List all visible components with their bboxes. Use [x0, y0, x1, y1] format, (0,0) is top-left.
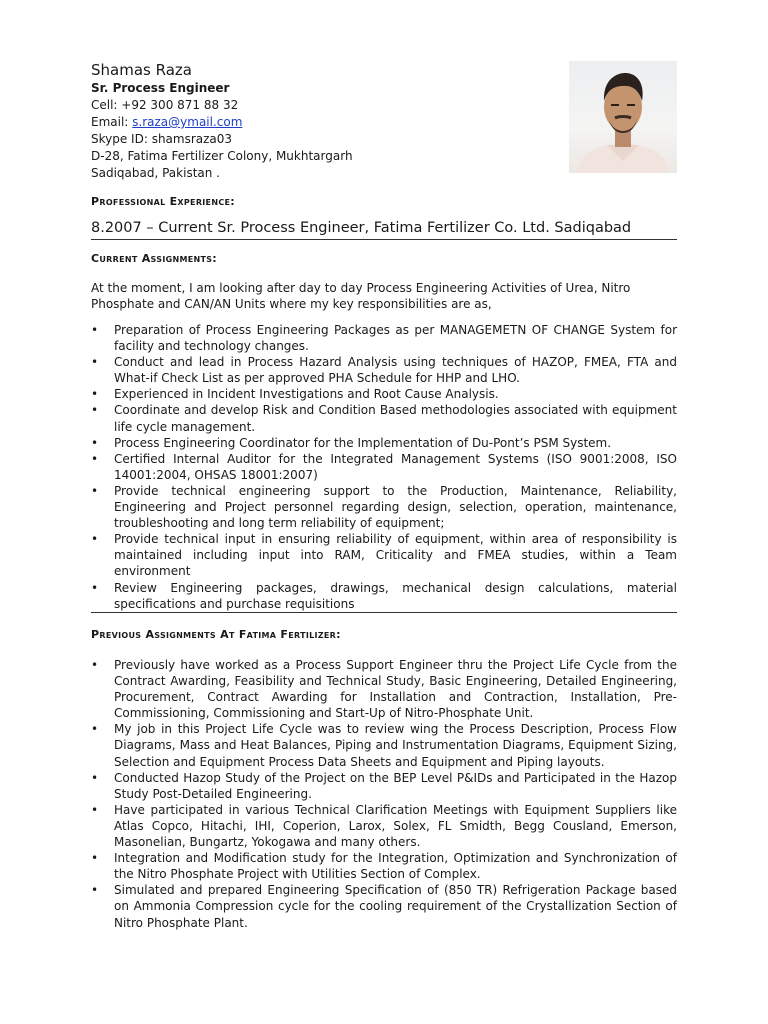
list-item: • Have participated in various Technical Clarification Meetings with Equipment Suppliers like Atlas Copco, Hitachi, IHI, Coperion, Larox, Solex, FL Smidth, Begg Cousland, Emerson, Masonelian, Bungartz, Yokogawa and many others. — [91, 802, 677, 850]
list-item: • Process Engineering Coordinator for the Implementation of Du-Pont’s PSM System. — [91, 435, 677, 451]
previous-assignments-heading: Previous Assignments At Fatima Fertilizer: — [91, 628, 341, 641]
list-item: • Provide technical input in ensuring reliability of equipment, within area of responsibility is maintained including input into RAM, Criticality and FMEA studies, within a Team environment — [91, 531, 677, 579]
list-item: • Previously have worked as a Process Support Engineer thru the Project Life Cycle from the Contract Awarding, Feasibility and Technical Study, Basic Engineering, Detailed Engineering, Procurement, Contract Awarding for Installation and Contraction, Installation, Pre-Commissioning, Commissioning and Start-Up of Nitro-Phosphate Unit. — [91, 657, 677, 721]
list-item: • My job in this Project Life Cycle was to review wing the Process Description, Process Flow Diagrams, Mass and Heat Balances, Piping and Instrumentation Diagrams, Equipment Sizing, Selection and Equipment Process Data Sheets and Equipment and Piping layouts. — [91, 721, 677, 769]
email-line — [91, 114, 551, 131]
current-assignments-list — [91, 322, 677, 612]
list-item: • Certified Internal Auditor for the Integrated Management Systems (ISO 9001:2008, ISO 14001:2004, OHSAS 18001:2007) — [91, 451, 677, 483]
list-item: • Conducted Hazop Study of the Project on the BEP Level P&IDs and Participated in the Hazop Study Post-Detailed Engineering. — [91, 770, 677, 802]
current-assignments-intro: At the moment, I am looking after day to day Process Engineering Activities of Urea, Nitro Phosphate and CAN/AN Units where my key responsibilities are as, — [91, 281, 631, 311]
cell-number: Cell: +92 300 871 88 32 — [91, 98, 239, 112]
list-item: • Preparation of Process Engineering Packages as per MANAGEMETN OF CHANGE System for facility and technology changes. — [91, 322, 677, 354]
address-line-2: Sadiqabad, Pakistan . — [91, 166, 220, 180]
previous-assignments-list — [91, 657, 677, 931]
address-line-1: D-28, Fatima Fertilizer Colony, Mukhtargarh — [91, 149, 353, 163]
candidate-name: Shamas Raza — [91, 61, 192, 79]
list-item: • Experienced in Incident Investigations and Root Cause Analysis. — [91, 386, 677, 402]
professional-experience-heading: Professional Experience: — [91, 195, 235, 208]
list-item: • Simulated and prepared Engineering Specification of (850 TR) Refrigeration Package based on Ammonia Compression cycle for the cooling requirement of the Crystallization Section of Nitro Phosphate Plant. — [91, 882, 677, 930]
section-divider — [91, 612, 677, 613]
list-item: • Integration and Modification study for the Integration, Optimization and Synchronization of the Nitro Phosphate Project with Utilities Section of Complex. — [91, 850, 677, 882]
skype-id: Skype ID: shamsraza03 — [91, 132, 233, 146]
candidate-title: Sr. Process Engineer — [91, 81, 230, 95]
profile-photo-illustration — [569, 61, 677, 173]
profile-photo — [569, 61, 677, 173]
list-item: • Provide technical engineering support to the Production, Maintenance, Reliability, Engineering and Project personnel regarding design, selection, operation, maintenance, troubleshooting and long term reliability of equipment; — [91, 483, 677, 531]
email-label: Email: — [91, 115, 133, 129]
list-item: • Conduct and lead in Process Hazard Analysis using techniques of HAZOP, FMEA, FTA and What-if Check List as per approved PHA Schedule for HHP and LHO. — [91, 354, 677, 386]
current-job-line: 8.2007 – Current Sr. Process Engineer, Fatima Fertilizer Co. Ltd. Sadiqabad — [91, 218, 677, 240]
list-item: • Review Engineering packages, drawings, mechanical design calculations, material specifications and purchase requisitions — [91, 580, 677, 612]
contact-header — [91, 60, 551, 182]
current-assignments-heading: Current Assignments: — [91, 252, 217, 265]
list-item: • Coordinate and develop Risk and Condition Based methodologies associated with equipment life cycle management. — [91, 402, 677, 434]
email-link[interactable]: s.raza@ymail.com — [132, 115, 243, 129]
